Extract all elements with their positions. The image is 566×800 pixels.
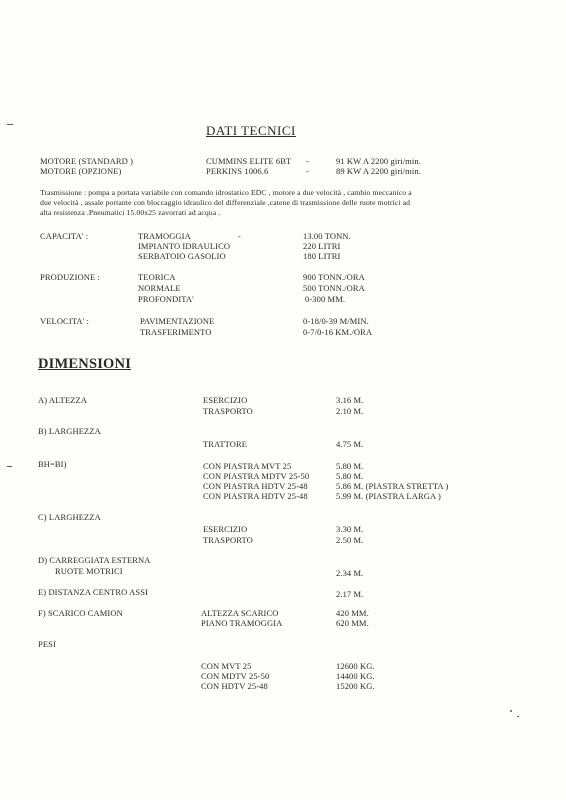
dim-c-item: ESERCIZIO xyxy=(203,524,248,534)
scan-mark xyxy=(7,466,12,467)
produzione-item: NORMALE xyxy=(138,283,181,293)
velocita-value: 0-7/0-16 KM./ORA xyxy=(303,327,373,337)
dim-c-label: C) LARGHEZZA xyxy=(38,512,101,522)
dim-d-value: 2.34 M. xyxy=(336,568,364,578)
dim-c-value: 2.50 M. xyxy=(336,535,364,545)
page-title: DATI TECNICI xyxy=(206,123,296,138)
capacita-value: 180 LITRI xyxy=(303,251,341,261)
dimensioni-heading: DIMENSIONI xyxy=(38,356,132,372)
pesi-item: CON MDTV 25-50 xyxy=(201,671,270,681)
capacita-value: 13.00 TONN. xyxy=(303,231,351,241)
motore-standard-label: MOTORE (STANDARD ) xyxy=(40,156,134,166)
dim-bh-value: 5.99 M. (PIASTRA LARGA ) xyxy=(336,491,441,501)
dim-f-value: 420 MM. xyxy=(336,608,369,618)
dim-c-value: 3.30 M. xyxy=(336,524,364,534)
capacita-item: TRAMOGGIA xyxy=(138,231,191,241)
dim-bh-item: CON PIASTRA MDTV 25-50 xyxy=(203,471,310,481)
produzione-value: 500 TONN./ORA xyxy=(303,283,365,293)
dim-bh-item: CON PIASTRA MVT 25 xyxy=(203,461,292,471)
dim-b-value: 4.75 M. xyxy=(336,439,364,449)
dim-e-label: E) DISTANZA CENTRO ASSI xyxy=(38,587,148,597)
trasmissione-line: Trasmissione : pompa a portata variabile con comando idrostatico EDC , motore a due velocità , cambio meccanico a xyxy=(40,188,412,197)
motore-standard-power: 91 KW A 2200 giri/min. xyxy=(336,156,421,166)
velocita-item: PAVIMENTAZIONE xyxy=(140,316,215,326)
pesi-label: PESI xyxy=(38,639,56,649)
produzione-value: 0-300 MM. xyxy=(305,294,346,304)
scan-mark xyxy=(7,124,13,125)
pesi-item: CON HDTV 25-48 xyxy=(201,681,268,691)
capacita-value: 220 LITRI xyxy=(303,241,341,251)
dim-d-label: RUOTE MOTRICI xyxy=(55,566,123,576)
capacita-label: CAPACITA' : xyxy=(40,231,89,241)
scan-speck xyxy=(510,710,512,712)
dim-a-value: 2.10 M. xyxy=(336,406,364,416)
dim-a-label: A) ALTEZZA xyxy=(38,395,88,405)
pesi-value: 12600 KG. xyxy=(336,661,375,671)
dim-bh-value: 5.86 M. (PIASTRA STRETTA ) xyxy=(336,481,449,491)
dim-bh-value: 5.80 M. xyxy=(336,461,364,471)
motore-standard-model: CUMMINS ELITE 6BT xyxy=(206,156,292,166)
produzione-value: 900 TONN./ORA xyxy=(303,272,365,282)
produzione-label: PRODUZIONE : xyxy=(40,272,100,282)
motore-opzione-label: MOTORE (OPZIONE) xyxy=(40,166,122,176)
dim-a-value: 3.16 M. xyxy=(336,395,364,405)
pesi-value: 15200 KG. xyxy=(336,681,375,691)
dim-f-value: 620 MM. xyxy=(336,618,369,628)
dim-a-item: TRASPORTO xyxy=(203,406,253,416)
motore-opzione-power: 89 KW A 2200 giri/min. xyxy=(336,166,421,176)
dim-bh-item: CON PIASTRA HDTV 25-48 xyxy=(203,481,308,491)
pesi-value: 14400 KG. xyxy=(336,671,375,681)
velocita-item: TRASFERIMENTO xyxy=(140,327,212,337)
dim-f-item: PIANO TRAMOGGIA xyxy=(201,618,283,628)
dim-b-label: B) LARGHEZZA xyxy=(38,426,101,436)
dim-a-item: ESERCIZIO xyxy=(203,395,248,405)
motore-standard-dash: - xyxy=(306,156,309,166)
motore-opzione-model: PERKINS 1006.6 xyxy=(206,166,269,176)
dim-d-label: D) CARREGGIATA ESTERNA xyxy=(38,555,151,565)
dim-bh-item: CON PIASTRA HDTV 25-48 xyxy=(203,491,308,501)
capacita-dash: - xyxy=(238,231,241,241)
produzione-item: PROFONDITA' xyxy=(138,294,194,304)
dim-e-value: 2.17 M. xyxy=(336,589,364,599)
dim-b-item: TRATTORE xyxy=(203,439,248,449)
pesi-item: CON MVT 25 xyxy=(201,661,252,671)
motore-opzione-dash: - xyxy=(306,166,309,176)
trasmissione-line: alta resistenza .Pneumatici 15.00x25 zavorrati ad acqua . xyxy=(40,208,221,217)
trasmissione-line: due velocità , assale portante con bloccaggio idraulico del differenziale ,catene di trasmissione delle ruote motrici ad xyxy=(40,198,411,207)
dim-f-label: F) SCARICO CAMION xyxy=(38,608,123,618)
capacita-item: IMPIANTO IDRAULICO xyxy=(138,241,231,251)
dim-f-item: ALTEZZA SCARICO xyxy=(201,608,279,618)
scan-speck xyxy=(517,716,519,717)
velocita-value: 0-18/0-39 M/MIN. xyxy=(303,316,369,326)
produzione-item: TEORICA xyxy=(138,272,176,282)
dim-bh-value: 5.80 M. xyxy=(336,471,364,481)
dim-bh-label: BH=BI) xyxy=(38,459,67,469)
capacita-item: SERBATOIO GASOLIO xyxy=(138,251,226,261)
dim-c-item: TRASPORTO xyxy=(203,535,253,545)
velocita-label: VELOCITA' : xyxy=(40,316,89,326)
